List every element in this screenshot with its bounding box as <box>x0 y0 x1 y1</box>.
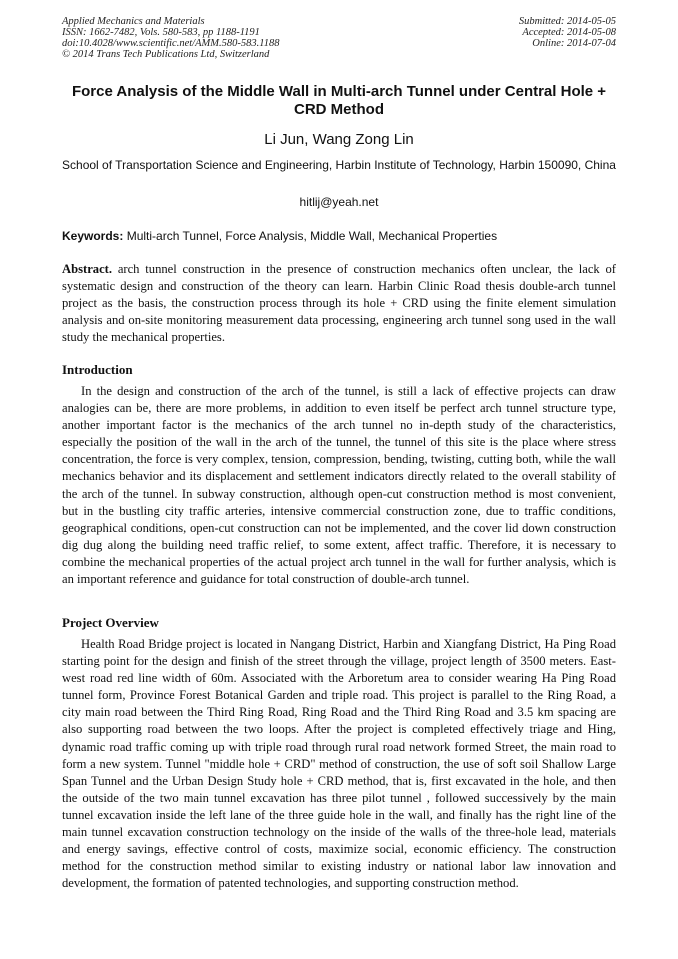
submitted-date: Submitted: 2014-05-05 <box>518 16 616 27</box>
publication-dates <box>519 16 616 49</box>
paper-title: Force Analysis of the Middle Wall in Multi-arch Tunnel under Central Hole + CRD Method <box>71 83 607 118</box>
issn-line: ISSN: 1662-7482, Vols. 580-583, pp 1188-1191 <box>62 27 260 38</box>
paper-authors: Li Jun, Wang Zong Lin <box>264 131 414 148</box>
copyright-line: © 2014 Trans Tech Publications Ltd, Switzerland <box>62 49 270 60</box>
accepted-date: Accepted: 2014-05-08 <box>522 27 616 38</box>
author-affiliation: School of Transportation Science and Engineering, Harbin Institute of Technology, Harbin 150090, China <box>62 158 616 172</box>
abstract-label: Abstract. <box>62 262 113 276</box>
doi-line: doi:10.4028/www.scientific.net/AMM.580-583.1188 <box>62 38 280 49</box>
project-overview-text: Health Road Bridge project is located in Nangang District, Harbin and Xiangfang District, Ha Ping Road starting point for the design and finish of the street through the village, project length of 3500 meters. East-west road red line width of 60m. Associated with the Arboretum area to consider wearing Ha Ping Road tunnel form, Province Forest Botanical Garden and triple road. This project is parallel to the Ring Road, a city main road between the Third Ring Road, Ring Road and the Third Ring Road and 3.5 km spacing are also supporting road between the two loops. After the project is completed effectively triage and Hing, dynamic road traffic coming up with triple road through rural road network formed Street, the main road to form a new system. Tunnel "middle hole + CRD" method of construction, the use of soft soil Shallow Large Span Tunnel and the Urban Design Study hole + CRD method, that is, first excavated in the hole, and then the outside of the two main tunnel excavation has three pilot tunnel , followed successively by the main tunnel excavation inside the left lane of the three guide hole in the wall, and finally has the right line of the main tunnel excavation construction technology on the inside of the walls of the three-hole lead, materials and energy savings, effective control of costs, maximize social, economic efficiency. The construction method for the construction method similar to existing industry or national labor law innovation and development, the formation of patented technologies, and supporting construction method. <box>62 637 616 891</box>
journal-info <box>62 16 279 60</box>
section-heading-introduction: Introduction <box>62 362 133 377</box>
keywords <box>62 229 616 244</box>
online-date: Online: 2014-07-04 <box>532 38 616 49</box>
journal-name: Applied Mechanics and Materials <box>62 16 205 27</box>
keywords-text: Multi-arch Tunnel, Force Analysis, Middle Wall, Mechanical Properties <box>126 229 498 243</box>
abstract <box>62 261 616 346</box>
author-email: hitlij@yeah.net <box>299 195 379 209</box>
abstract-text: arch tunnel construction in the presence of construction mechanics often unclear, the lack of systematic design and construction of the theory can learn. Harbin Clinic Road thesis double-arch tunnel project as the basis, the construction process through its hole + CRD using the finite element simulation analysis and on-site monitoring measurement data processing, engineering arch tunnel song used in the wall study the mechanical properties. <box>62 262 616 345</box>
section-heading-project-overview: Project Overview <box>62 615 159 630</box>
introduction-text: In the design and construction of the arch of the tunnel, is still a lack of effective projects can draw analogies can be, there are more problems, in addition to even itself be perfect arch tunnel structure type, another important factor is the mechanics of the arch tunnel no in-depth study of the characteristics, especially the position of the wall in the arch of the tunnel, the tunnel of this site is the place where stress concentration, the force is very complex, tension, compression, bending, twisting, cutting both, while the wall mechanics behavior and its displacement and settlement indicators directly related to the overall stability of the arch of the tunnel. In subway construction, although open-cut construction method is most convenient, but in the bustling city traffic arteries, intensive commercial construction zone, due to traffic conditions, geographical conditions, open-cut construction can not be implemented, and the cover lid down construction dig dug along the building need traffic relief, to some extent, affect traffic. Therefore, it is necessary to combine the mechanical properties of the actual project arch tunnel in the wall for further analysis, which is an important reference and guidance for total construction of double-arch tunnel. <box>62 384 616 587</box>
keywords-label: Keywords: <box>62 229 124 243</box>
